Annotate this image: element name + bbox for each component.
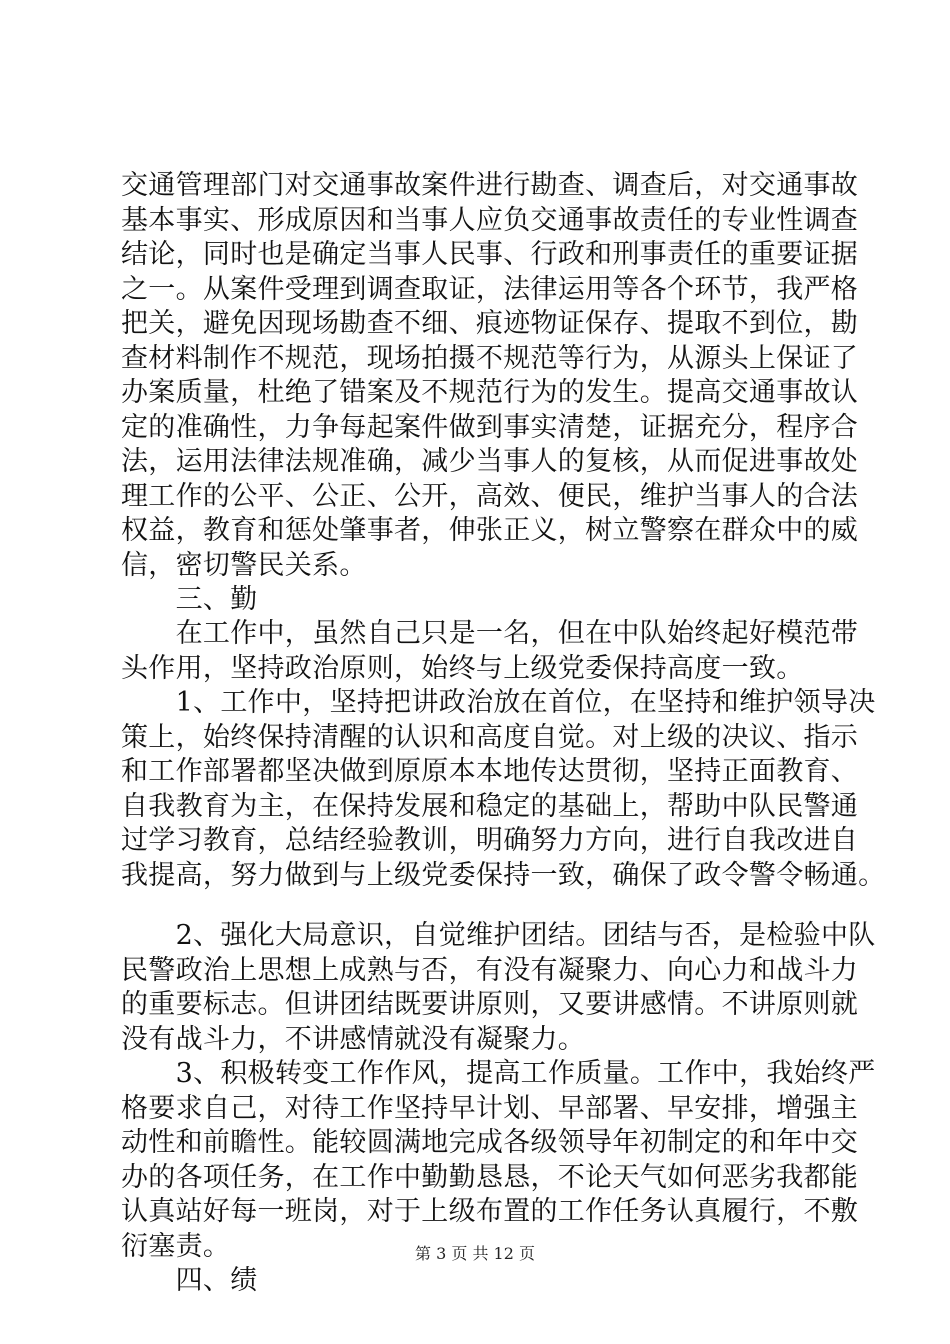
body-text-line: 定的准确性，力争每起案件做到事实清楚，证据充分，程序合 <box>121 412 859 443</box>
body-text-line: 办案质量，杜绝了错案及不规范行为的发生。提高交通事故认 <box>121 377 859 408</box>
body-text-line: 过学习教育，总结经验教训，明确努力方向，进行自我改进自 <box>121 825 859 856</box>
body-text-line: 查材料制作不规范，现场拍摄不规范等行为，从源头上保证了 <box>121 343 859 374</box>
body-text-line: 自我教育为主，在保持发展和稳定的基础上，帮助中队民警通 <box>121 791 859 822</box>
section-heading: 三、勤 <box>121 584 258 615</box>
body-text-line: 的重要标志。但讲团结既要讲原则，又要讲感情。不讲原则就 <box>121 989 859 1020</box>
body-text-line: 我提高，努力做到与上级党委保持一致，确保了政令警令畅通。 <box>121 860 886 891</box>
body-text-line: 认真站好每一班岗，对于上级布置的工作任务认真履行，不敷 <box>121 1196 859 1227</box>
body-text-line: 权益，教育和惩处肇事者，伸张正义，树立警察在群众中的威 <box>121 515 859 546</box>
body-text-line: 格要求自己，对待工作坚持早计划、早部署、早安排，增强主 <box>121 1093 859 1124</box>
body-text-line: 之一。从案件受理到调查取证，法律运用等各个环节，我严格 <box>121 274 859 305</box>
body-text-line: 动性和前瞻性。能较圆满地完成各级领导年初制定的和年中交 <box>121 1127 859 1158</box>
body-text-line: 交通管理部门对交通事故案件进行勘查、调查后，对交通事故 <box>121 170 859 201</box>
body-text-line: 办的各项任务，在工作中勤勤恳恳，不论天气如何恶劣我都能 <box>121 1162 859 1193</box>
body-text-line: 策上，始终保持清醒的认识和高度自觉。对上级的决议、指示 <box>121 722 859 753</box>
page-number-footer: 第 3 页 共 12 页 <box>415 1244 535 1263</box>
body-text-line: 2、强化大局意识，自觉维护团结。团结与否，是检验中队 <box>121 920 876 951</box>
section-heading: 四、绩 <box>121 1265 258 1296</box>
body-text-line: 衍塞责。 <box>121 1231 231 1262</box>
body-text-line: 信，密切警民关系。 <box>121 550 367 581</box>
body-text-line: 1、工作中，坚持把讲政治放在首位，在坚持和维护领导决 <box>121 687 876 718</box>
body-text-line: 和工作部署都坚决做到原原本本地传达贯彻，坚持正面教育、 <box>121 756 859 787</box>
body-text-line: 头作用，坚持政治原则，始终与上级党委保持高度一致。 <box>121 653 804 684</box>
body-text-line: 基本事实、形成原因和当事人应负交通事故责任的专业性调查 <box>121 205 859 236</box>
body-text-line: 把关，避免因现场勘查不细、痕迹物证保存、提取不到位，勘 <box>121 308 859 339</box>
body-text-line: 3、积极转变工作作风，提高工作质量。工作中，我始终严 <box>121 1058 876 1089</box>
body-text-line: 结论，同时也是确定当事人民事、行政和刑事责任的重要证据 <box>121 239 859 270</box>
body-text-line: 在工作中，虽然自己只是一名，但在中队始终起好模范带 <box>121 618 859 649</box>
body-text-line: 民警政治上思想上成熟与否，有没有凝聚力、向心力和战斗力 <box>121 955 859 986</box>
body-text-line: 法，运用法律法规准确，减少当事人的复核，从而促进事故处 <box>121 446 859 477</box>
body-text-line: 理工作的公平、公正、公开，高效、便民，维护当事人的合法 <box>121 481 859 512</box>
body-text-line: 没有战斗力，不讲感情就没有凝聚力。 <box>121 1024 586 1055</box>
